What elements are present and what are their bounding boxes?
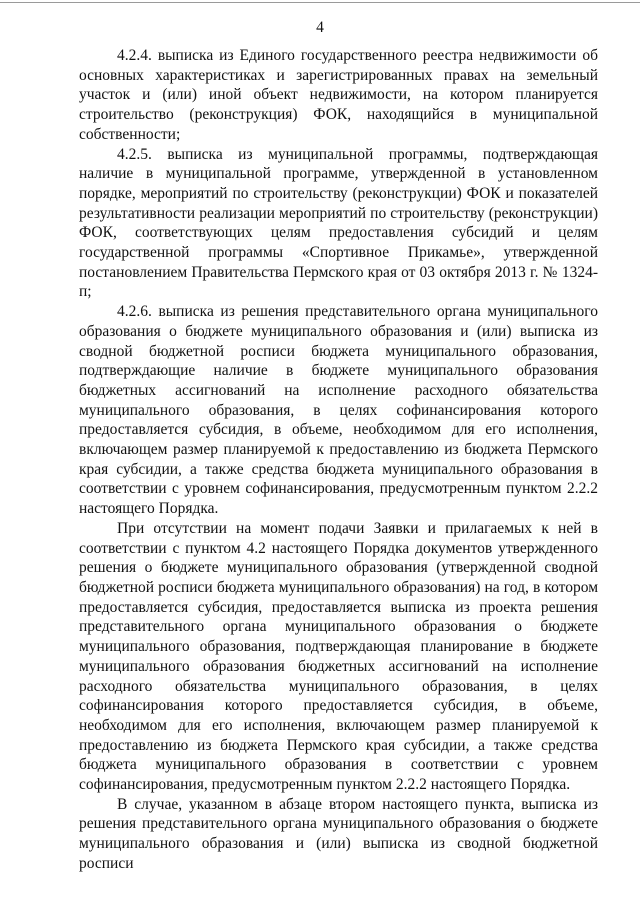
paragraph-4-2-4: 4.2.4. выписка из Единого государственного реестра недвижимости об основных характеристиках и зарегистрированных правах на земельный участок и (или) иной объект недвижимости, на котором планируется строительство (реконструкция) ФОК, находящийся в муниципальной собственности; — [79, 47, 598, 143]
paragraph-4-2-5: 4.2.5. выписка из муниципальной программы, подтверждающая наличие в муниципальной программе, утвержденной в установленном порядке, мероприятий по строительству (реконструкции) ФОК и показателей результативности реализации мероприятий по строительству (реконструкции) ФОК, соответствующих целям предоставления субсидий и целям государственной программы «Спортивное Прикамье», утвержденной постановлением Правительства Пермского края от 03 октября 2013 г. № 1324-п; — [79, 145, 598, 301]
paragraph-4-2-6: 4.2.6. выписка из решения представительного органа муниципального образования о бюджете муниципального образования и (или) выписка из сводной бюджетной росписи бюджета муниципального образования, подтверждающие наличие в бюджете муниципального образования бюджетных ассигнований на исполнение расходного обязательства муниципального образования, в целях софинансирования которого предоставляется субсидия, в объеме, необходимом для его исполнения, включающем размер планируемой к предоставлению из бюджета Пермского края субсидии, а также средства бюджета муниципального образования в соответствии с уровнем софинансирования, предусмотренным пунктом 2.2.2 настоящего Порядка. — [79, 303, 598, 518]
paragraph-absence-of-decision: При отсутствии на момент подачи Заявки и прилагаемых к ней в соответствии с пунктом 4.2 настоящего Порядка документов утвержденного решения о бюджете муниципального образования (утвержденной сводной бюджетной росписи бюджета муниципального образования) на год, в котором предоставляется субсидия, предоставляется выписка из проекта решения представительного органа муниципального образования о бюджете муниципального образования, подтверждающая планирование в бюджете муниципального образования бюджетных ассигнований на исполнение расходного обязательства муниципального образования, в целях софинансирования которого предоставляется субсидия, в объеме, необходимом для его исполнения, включающем размер планируемой к предоставлению из бюджета Пермского края субсидии, а также средства бюджета муниципального образования в соответствии с уровнем софинансирования, предусмотренным пунктом 2.2.2 настоящего Порядка. — [79, 519, 598, 794]
top-edge-rule — [0, 2, 640, 3]
document-body — [79, 46, 598, 874]
paragraph-case-second-clause: В случае, указанном в абзаце втором настоящего пункта, выписка из решения представительного органа муниципального образования о бюджете муниципального образования и (или) выписка из сводной бюджетной росписи — [79, 795, 598, 872]
page-number: 4 — [316, 19, 324, 36]
